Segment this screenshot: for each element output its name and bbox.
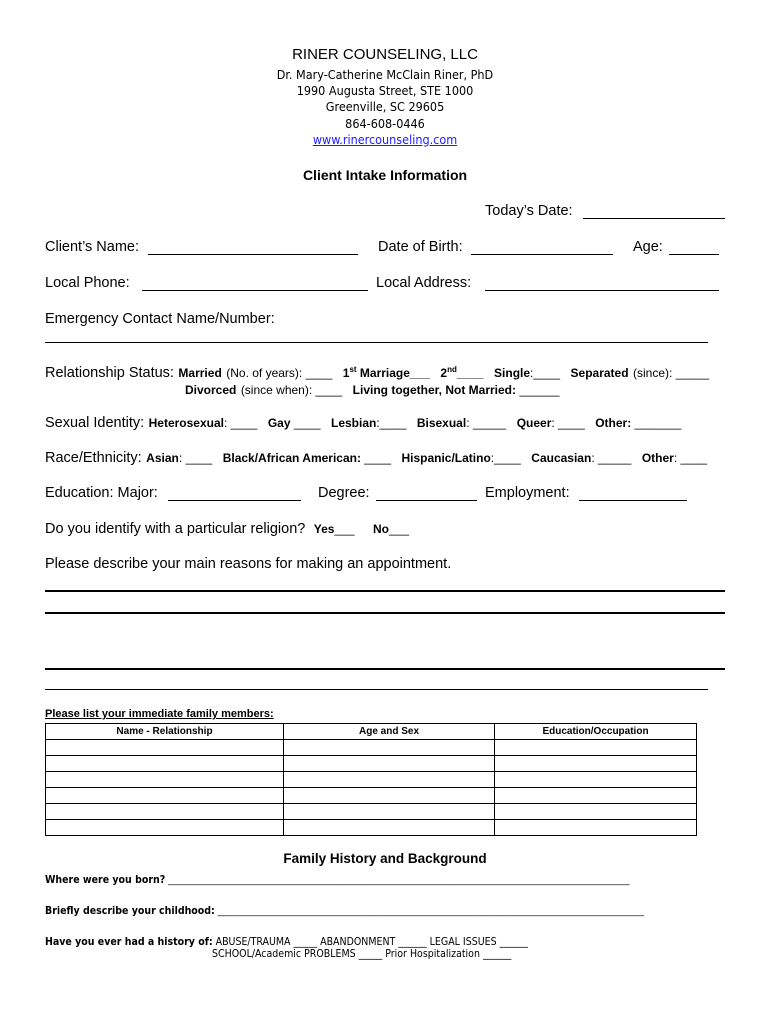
client-name-field[interactable] (148, 254, 358, 255)
religion-no-field[interactable]: ___ (388, 522, 409, 536)
childhood-label: Briefly describe your childhood: (45, 905, 215, 917)
religion-no-option[interactable]: No (372, 522, 389, 536)
age-label: Age: (633, 239, 663, 255)
table-cell[interactable] (46, 740, 284, 756)
queer-field[interactable]: : ____ (551, 416, 585, 430)
table-row (46, 788, 697, 804)
header-education-occupation: Education/Occupation (495, 724, 697, 740)
table-cell[interactable] (495, 804, 697, 820)
race-ethnicity-row (45, 449, 707, 467)
gay-option[interactable]: Gay (267, 416, 291, 430)
reasons-line-3[interactable] (45, 668, 725, 670)
reasons-line-1[interactable] (45, 590, 725, 592)
asian-option[interactable]: Asian (146, 451, 179, 465)
table-cell[interactable] (284, 804, 495, 820)
header-age-sex: Age and Sex (284, 724, 495, 740)
education-major-label: Education: Major: (45, 485, 158, 501)
table-cell[interactable] (46, 772, 284, 788)
asian-field[interactable]: : ____ (178, 451, 213, 465)
bisexual-option[interactable]: Bisexual (416, 416, 467, 430)
table-cell[interactable] (495, 772, 697, 788)
local-address-label: Local Address: (376, 275, 472, 291)
religion-yes-option[interactable]: Yes (313, 522, 335, 536)
local-phone-label: Local Phone: (45, 275, 130, 291)
table-cell[interactable] (284, 772, 495, 788)
local-address-field[interactable] (485, 290, 719, 291)
hispanic-field[interactable]: :____ (490, 451, 521, 465)
doctor-name: Dr. Mary-Catherine McClain Riner, PhD (276, 67, 494, 82)
degree-field[interactable] (376, 500, 477, 501)
relationship-status-row (45, 364, 709, 382)
table-cell[interactable] (46, 820, 284, 836)
age-field[interactable] (669, 254, 719, 255)
table-row (46, 820, 697, 836)
history-options-2[interactable]: SCHOOL/Academic PROBLEMS _____ Prior Hospitalization ______ (212, 948, 512, 960)
table-cell[interactable] (284, 740, 495, 756)
table-cell[interactable] (284, 820, 495, 836)
heterosexual-field[interactable]: : ____ (223, 416, 258, 430)
married-option[interactable]: Married (178, 366, 222, 380)
hispanic-option[interactable]: Hispanic/Latino (401, 451, 491, 465)
lesbian-option[interactable]: Lesbian (330, 416, 377, 430)
relationship-status-label: Relationship Status: (45, 365, 174, 381)
family-members-title: Please list your immediate family members: (45, 708, 274, 720)
family-members-table (45, 723, 697, 836)
separated-option[interactable]: Separated (570, 366, 629, 380)
phone-number: 864-608-0446 (345, 116, 425, 131)
heterosexual-option[interactable]: Heterosexual (148, 416, 224, 430)
table-cell[interactable] (284, 788, 495, 804)
table-row (46, 740, 697, 756)
history-label: Have you ever had a history of: (45, 936, 213, 948)
living-together-option[interactable]: Living together, Not Married: (352, 383, 516, 397)
religion-yes-field[interactable]: ___ (334, 522, 355, 536)
table-row (46, 804, 697, 820)
table-cell[interactable] (495, 820, 697, 836)
born-row (45, 870, 629, 888)
living-together-field[interactable]: ______ (516, 383, 560, 397)
client-name-label: Client’s Name: (45, 239, 140, 255)
religion-row (45, 520, 409, 538)
form-title: Client Intake Information (302, 167, 468, 183)
religion-question: Do you identify with a particular religion? (45, 521, 306, 537)
reasons-line-2[interactable] (45, 612, 725, 614)
website-link[interactable]: www.rinercounseling.com (312, 132, 458, 147)
black-option[interactable]: Black/African American: (222, 451, 361, 465)
degree-label: Degree: (318, 485, 370, 501)
queer-option[interactable]: Queer (516, 416, 552, 430)
todays-date-label: Today’s Date: (485, 203, 573, 219)
childhood-row (45, 901, 644, 919)
born-field[interactable]: _______________________________________________________________________________ (165, 874, 630, 886)
caucasian-option[interactable]: Caucasian (531, 451, 592, 465)
relationship-status-row-2 (185, 381, 559, 399)
sexual-other-field[interactable]: _______ (631, 416, 682, 430)
dob-label: Date of Birth: (378, 239, 463, 255)
table-cell[interactable] (495, 788, 697, 804)
lesbian-field[interactable]: :____ (376, 416, 407, 430)
sexual-identity-label: Sexual Identity: (45, 415, 145, 431)
sexual-other-option[interactable]: Other: (595, 416, 632, 430)
single-option[interactable]: Single:____ (494, 366, 561, 380)
black-field[interactable]: ____ (360, 451, 391, 465)
company-name: RINER COUNSELING, LLC (292, 46, 478, 63)
table-cell[interactable] (46, 804, 284, 820)
race-ethnicity-label: Race/Ethnicity: (45, 450, 142, 466)
sexual-identity-row (45, 414, 681, 432)
married-years-field[interactable]: (No. of years): ____ (226, 366, 333, 380)
bisexual-field[interactable]: : _____ (466, 416, 507, 430)
header-name-relationship: Name - Relationship (46, 724, 284, 740)
street-address: 1990 Augusta Street, STE 1000 (296, 83, 474, 98)
table-header-row (46, 724, 697, 740)
todays-date-field[interactable] (583, 218, 725, 219)
caucasian-field[interactable]: : _____ (591, 451, 632, 465)
city-address: Greenville, SC 29605 (325, 99, 445, 114)
born-label: Where were you born? (45, 874, 166, 886)
race-other-field[interactable]: : ____ (673, 451, 708, 465)
reasons-line-4[interactable] (45, 689, 708, 690)
second-marriage-option[interactable]: 2nd____ (440, 365, 484, 380)
employment-field[interactable] (579, 500, 687, 501)
table-row (46, 772, 697, 788)
table-cell[interactable] (46, 756, 284, 772)
emergency-contact-field[interactable] (45, 342, 708, 343)
race-other-option[interactable]: Other (641, 451, 674, 465)
emergency-contact-label: Emergency Contact Name/Number: (45, 311, 275, 327)
reasons-label: Please describe your main reasons for making an appointment. (45, 556, 452, 572)
table-cell[interactable] (284, 756, 495, 772)
first-marriage-option[interactable]: 1st Marriage___ (342, 365, 430, 380)
dob-field[interactable] (471, 254, 613, 255)
history-options-1[interactable]: ABUSE/TRAUMA _____ ABANDONMENT ______ LEGAL ISSUES ______ (212, 936, 528, 948)
table-cell[interactable] (46, 788, 284, 804)
gay-field[interactable]: ____ (290, 416, 321, 430)
table-cell[interactable] (495, 740, 697, 756)
education-major-field[interactable] (168, 500, 301, 501)
family-history-title: Family History and Background (283, 851, 487, 866)
website-container (0, 132, 770, 147)
table-row (46, 756, 697, 772)
separated-since-field[interactable]: (since): _____ (633, 366, 710, 380)
table-cell[interactable] (495, 756, 697, 772)
employment-label: Employment: (485, 485, 570, 501)
childhood-field[interactable]: _________________________________________________________________________ (214, 905, 645, 917)
local-phone-field[interactable] (142, 290, 368, 291)
divorced-since-field[interactable]: (since when): ____ (240, 383, 343, 397)
divorced-option[interactable]: Divorced (185, 383, 237, 397)
